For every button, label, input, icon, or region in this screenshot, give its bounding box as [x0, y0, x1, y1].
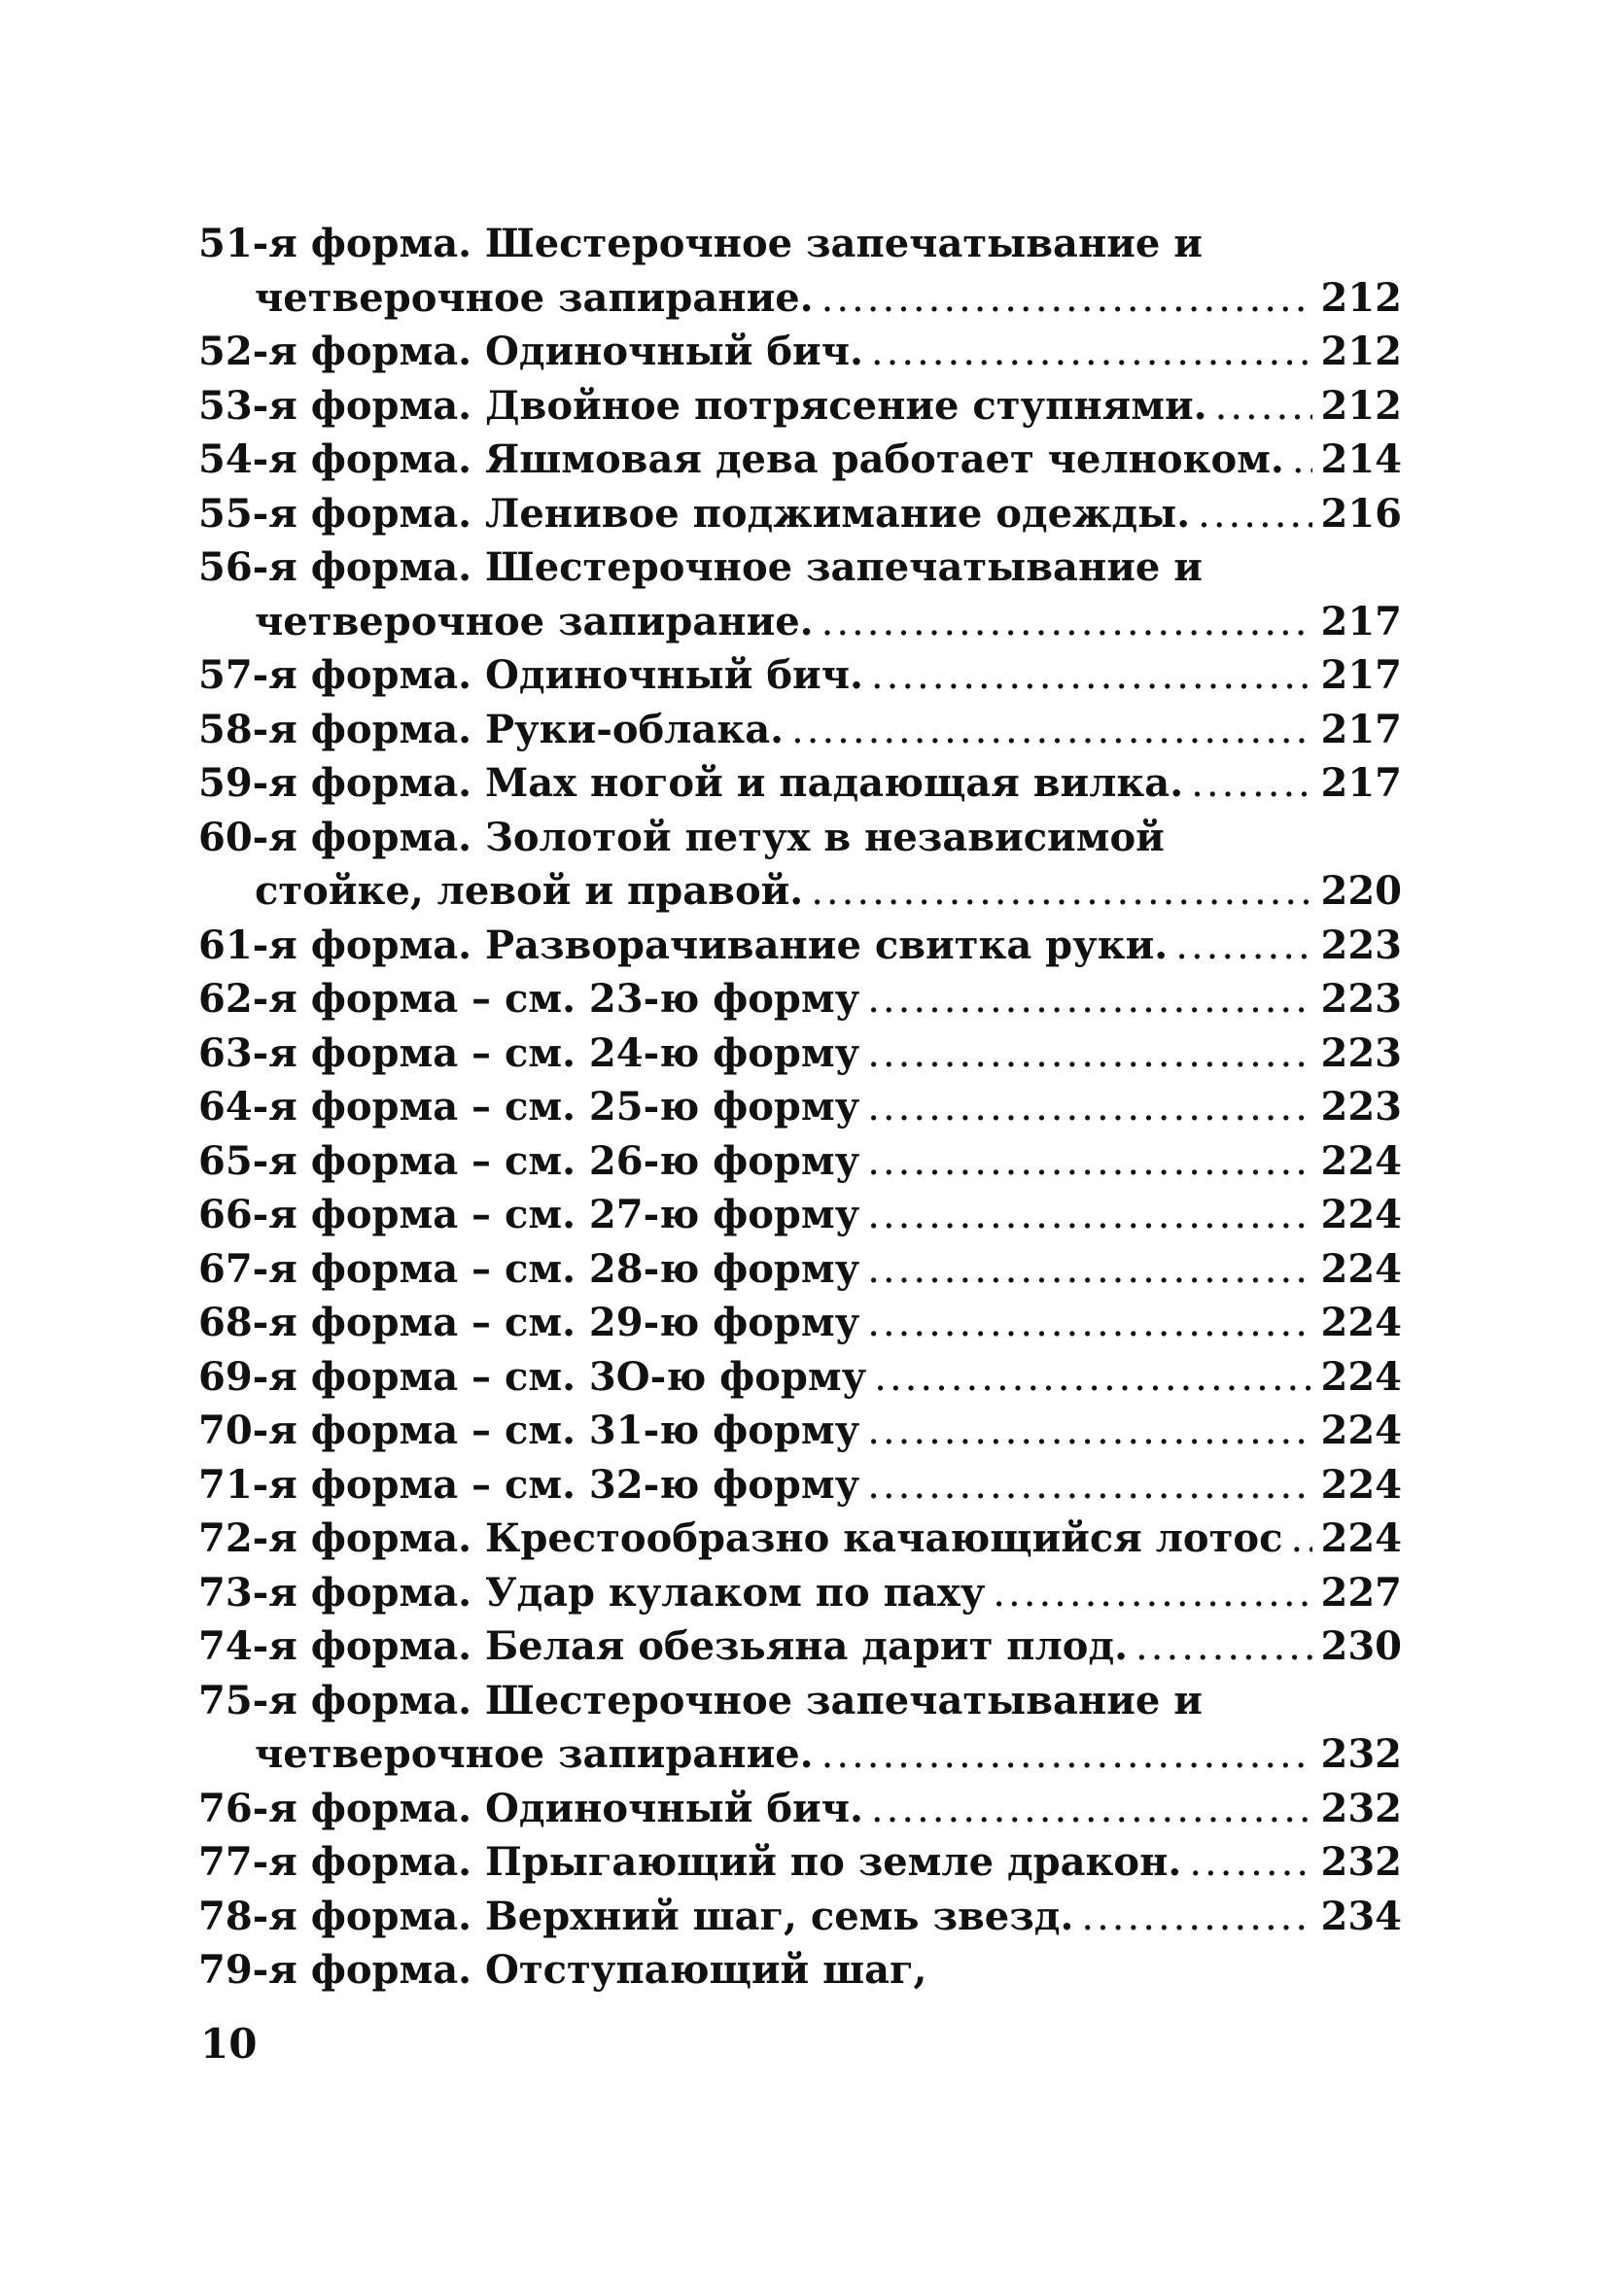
toc-entry-text: 66-я форма – см. 27-ю форму — [198, 1192, 860, 1237]
toc-entry — [198, 1727, 1402, 1782]
toc-entry — [198, 1350, 1402, 1405]
toc-entry — [198, 1619, 1402, 1674]
toc-entry-text: 71-я форма – см. 32-ю форму — [198, 1461, 860, 1508]
dot-leader — [874, 1351, 1312, 1406]
toc-entry — [198, 1458, 1402, 1513]
toc-entry-text: 76-я форма. Одиночный бич. — [198, 1785, 863, 1831]
dot-leader — [867, 1027, 1312, 1082]
toc-page-number: 230 — [1320, 1623, 1402, 1669]
toc-entry-text: 63-я форма – см. 24-ю форму — [198, 1029, 860, 1076]
dot-leader — [867, 973, 1312, 1027]
dot-leader — [993, 1567, 1312, 1621]
dot-leader — [871, 326, 1312, 380]
toc-page-number: 223 — [1320, 1084, 1402, 1130]
toc-page-number: 227 — [1320, 1569, 1402, 1616]
toc-entry-text: 57-я форма. Одиночный бич. — [198, 652, 863, 698]
toc-entry-text: 70-я форма – см. 31-ю форму — [198, 1408, 860, 1453]
toc-entry — [198, 540, 1402, 595]
toc-entry — [198, 756, 1402, 811]
toc-page-number: 232 — [1320, 1785, 1402, 1831]
toc-page-number: 212 — [1320, 274, 1402, 321]
dot-leader — [867, 1081, 1312, 1135]
dot-leader — [791, 704, 1312, 758]
dot-leader — [1198, 488, 1312, 542]
toc-page-number: 234 — [1320, 1893, 1402, 1939]
toc-page-number: 223 — [1320, 1029, 1402, 1076]
toc-page-number: 214 — [1320, 436, 1402, 482]
toc-page-number: 232 — [1320, 1839, 1402, 1885]
toc-entry — [198, 811, 1402, 865]
toc-entry-text: 61-я форма. Разворачивание свитка руки. — [198, 922, 1169, 968]
dot-leader — [1189, 1836, 1312, 1891]
toc-entry — [198, 1026, 1402, 1081]
toc-entry-text: 67-я форма – см. 28-ю форму — [198, 1245, 860, 1292]
table-of-contents — [198, 217, 1402, 1998]
toc-entry-text: 68-я форма – см. 29-ю форму — [198, 1300, 860, 1345]
toc-entry-text: 79-я форма. Отступающий шаг, — [198, 1947, 927, 1993]
dot-leader — [1290, 1513, 1312, 1567]
toc-entry — [198, 972, 1402, 1026]
toc-entry-text: четверочное запирание. — [255, 274, 814, 321]
toc-entry — [198, 1080, 1402, 1134]
toc-entry-text: 52-я форма. Одиночный бич. — [198, 329, 863, 374]
toc-entry — [198, 1674, 1402, 1728]
dot-leader — [811, 865, 1312, 920]
toc-page-number: 224 — [1320, 1408, 1402, 1453]
toc-entry — [198, 1782, 1402, 1836]
toc-entry-text: 53-я форма. Двойное потрясение ступнями. — [198, 382, 1207, 429]
toc-entry — [198, 1296, 1402, 1350]
dot-leader — [1191, 757, 1312, 812]
dot-leader — [821, 1728, 1312, 1783]
toc-entry-text: 75-я форма. Шестерочное запечатывание и — [198, 1677, 1203, 1723]
dot-leader — [867, 1297, 1312, 1351]
toc-page-number: 232 — [1320, 1731, 1402, 1777]
toc-entry-text: 77-я форма. Прыгающий по земле дракон. — [198, 1839, 1182, 1885]
dot-leader — [867, 1405, 1312, 1459]
toc-entry-text: 69-я форма – см. 3О-ю форму — [198, 1353, 867, 1400]
toc-entry — [198, 1134, 1402, 1189]
dot-leader — [867, 1243, 1312, 1298]
toc-page-number: 212 — [1320, 329, 1402, 374]
toc-entry-text: 55-я форма. Ленивое поджимание одежды. — [198, 490, 1191, 537]
toc-entry-text: 78-я форма. Верхний шаг, семь звезд. — [198, 1893, 1074, 1939]
toc-entry-text: 54-я форма. Яшмовая дева работает челноком. — [198, 436, 1284, 482]
toc-entry-text: 73-я форма. Удар кулаком по паху — [198, 1569, 986, 1616]
toc-entry — [198, 217, 1402, 271]
dot-leader — [871, 649, 1312, 704]
toc-page-number: 224 — [1320, 1461, 1402, 1508]
dot-leader — [867, 1135, 1312, 1190]
toc-entry — [198, 433, 1402, 487]
toc-entry — [198, 1566, 1402, 1620]
toc-entry — [198, 1890, 1402, 1944]
toc-entry-text: стойке, левой и правой. — [255, 868, 804, 914]
toc-page-number: 217 — [1320, 706, 1402, 752]
toc-entry — [198, 595, 1402, 649]
dot-leader — [867, 1189, 1312, 1243]
toc-entry-text: 60-я форма. Золотой петух в независимой — [198, 814, 1165, 860]
toc-entry-text: 72-я форма. Крестообразно качающийся лотос — [198, 1515, 1283, 1561]
toc-page-number: 223 — [1320, 922, 1402, 968]
toc-page-number: 217 — [1320, 598, 1402, 644]
toc-entry — [198, 325, 1402, 379]
dot-leader — [867, 1459, 1312, 1513]
toc-entry-text: четверочное запирание. — [255, 598, 814, 644]
toc-entry-text: четверочное запирание. — [255, 1731, 814, 1777]
toc-page-number: 224 — [1320, 1353, 1402, 1400]
toc-page-number: 216 — [1320, 490, 1402, 537]
toc-entry-text: 56-я форма. Шестерочное запечатывание и — [198, 544, 1203, 590]
toc-page-number: 212 — [1320, 382, 1402, 429]
toc-page-number: 217 — [1320, 760, 1402, 806]
dot-leader — [1135, 1620, 1312, 1675]
dot-leader — [1292, 434, 1312, 488]
toc-page-number: 224 — [1320, 1515, 1402, 1561]
toc-entry — [198, 487, 1402, 541]
toc-entry-text: 64-я форма – см. 25-ю форму — [198, 1084, 860, 1130]
toc-page-number: 224 — [1320, 1300, 1402, 1345]
toc-entry-text: 58-я форма. Руки-облака. — [198, 706, 785, 752]
toc-entry — [198, 648, 1402, 703]
toc-entry — [198, 864, 1402, 919]
toc-entry-text: 74-я форма. Белая обезьяна дарит плод. — [198, 1623, 1129, 1669]
toc-entry — [198, 379, 1402, 434]
dot-leader — [1215, 380, 1312, 435]
toc-page-number: 223 — [1320, 976, 1402, 1022]
toc-page-number: 217 — [1320, 652, 1402, 698]
toc-entry — [198, 271, 1402, 326]
toc-entry — [198, 919, 1402, 973]
dot-leader — [821, 272, 1312, 327]
toc-page-number: 224 — [1320, 1192, 1402, 1237]
toc-entry — [198, 1404, 1402, 1458]
toc-entry — [198, 1512, 1402, 1566]
toc-entry — [198, 1835, 1402, 1890]
toc-entry — [198, 1188, 1402, 1242]
toc-entry — [198, 1242, 1402, 1297]
dot-leader — [1081, 1891, 1312, 1945]
toc-page-number: 224 — [1320, 1245, 1402, 1292]
toc-entry-text: 65-я форма – см. 26-ю форму — [198, 1137, 860, 1184]
dot-leader — [821, 596, 1312, 650]
dot-leader — [871, 1783, 1312, 1837]
toc-entry — [198, 703, 1402, 757]
toc-page-number: 220 — [1320, 868, 1402, 914]
toc-entry-text: 51-я форма. Шестерочное запечатывание и — [198, 221, 1203, 266]
toc-entry-text: 59-я форма. Мах ногой и падающая вилка. — [198, 760, 1184, 806]
page-number: 10 — [200, 2020, 258, 2068]
toc-entry-text: 62-я форма – см. 23-ю форму — [198, 976, 860, 1022]
dot-leader — [1175, 920, 1312, 974]
toc-page-number: 224 — [1320, 1137, 1402, 1184]
toc-entry — [198, 1943, 1402, 1998]
